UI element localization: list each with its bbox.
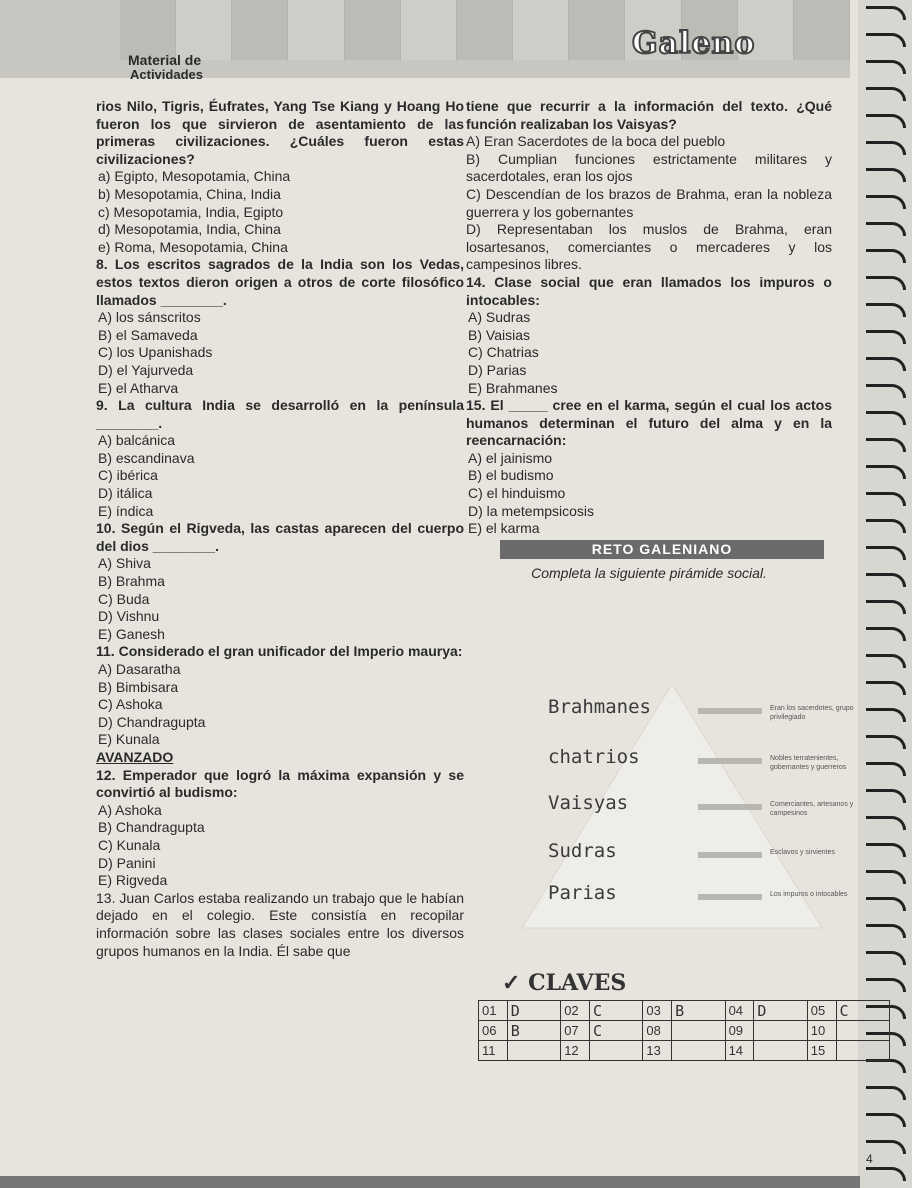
question-number-cell: 01 — [479, 1001, 508, 1021]
table-row — [479, 1001, 890, 1021]
level-description: Esclavos y sirvientes — [770, 849, 835, 856]
spiral-ring — [866, 708, 906, 722]
question-7-continuation: rios Nilo, Tigris, Éufrates, Yang Tse Kiang y Hoang Ho fueron los que sirvieron de asentamiento de las primeras civilizaciones. ¿Cuáles fueron estas civilizaciones? — [96, 98, 464, 167]
table-row — [479, 1041, 890, 1061]
option: A) Sudras — [468, 309, 531, 326]
spiral-ring — [866, 654, 906, 668]
option: e) Roma, Mesopotamia, China — [98, 238, 288, 255]
question-number-cell: 11 — [479, 1041, 508, 1061]
spiral-ring — [866, 438, 906, 452]
fill-line — [698, 894, 762, 900]
handwritten-answer: Sudras — [548, 840, 617, 862]
spiral-ring — [866, 195, 906, 209]
answer-cell — [672, 1041, 725, 1061]
answer-key-table — [478, 1000, 890, 1061]
spiral-ring — [866, 951, 906, 965]
spiral-ring — [866, 249, 906, 263]
fill-line — [698, 708, 762, 714]
answer-cell — [836, 1041, 889, 1061]
reto-galeniano-banner: RETO GALENIANO — [500, 540, 824, 560]
spiral-ring — [866, 627, 906, 641]
spiral-ring — [866, 87, 906, 101]
handwritten-answer: chatrios — [548, 746, 640, 768]
spiral-ring — [866, 789, 906, 803]
question-number-cell: 10 — [807, 1021, 836, 1041]
question-number-cell: 02 — [561, 1001, 590, 1021]
spiral-ring — [866, 546, 906, 560]
spiral-ring — [866, 492, 906, 506]
answer-cell — [589, 1041, 642, 1061]
handwritten-answer: Brahmanes — [548, 696, 651, 718]
option: C) el hinduismo — [468, 485, 566, 502]
answer-cell — [507, 1041, 560, 1061]
option: B) Bimbisara — [98, 678, 179, 695]
option: a) Egipto, Mesopotamia, China — [98, 168, 291, 185]
spiral-ring — [866, 384, 906, 398]
question-number-cell: 12 — [561, 1041, 590, 1061]
option: B) Vaisias — [468, 326, 530, 343]
question-number-cell: 08 — [643, 1021, 672, 1041]
pyramid-instruction: Completa la siguiente pirámide social. — [531, 565, 767, 582]
check-icon: ✓ — [502, 970, 521, 996]
handwritten-answer: Vaisyas — [548, 792, 629, 814]
question-12: 12. Emperador que logró la máxima expansión y se convirtió al budismo: — [96, 766, 464, 801]
option: C) los Upanishads — [98, 344, 213, 361]
option: A) Dasaratha — [98, 661, 181, 677]
question-11: 11. Considerado el gran unificador del Imperio maurya: — [96, 643, 463, 660]
material-label: Material de — [128, 52, 202, 68]
handwritten-answer: Parias — [548, 882, 617, 904]
spiral-ring — [866, 465, 906, 479]
spiral-ring — [866, 816, 906, 830]
option: A) los sánscritos — [98, 309, 201, 326]
option: C) Buda — [98, 590, 150, 607]
spiral-ring — [866, 735, 906, 749]
pyramid-level — [492, 840, 852, 880]
answer-cell: B — [672, 1001, 725, 1021]
spiral-ring — [866, 222, 906, 236]
option: B) Cumplian funciones estrictamente militares y sacerdotales, eran los ojos — [466, 150, 832, 185]
answer-cell: B — [507, 1021, 560, 1041]
spiral-ring — [866, 276, 906, 290]
answer-cell: C — [589, 1021, 642, 1041]
level-description: Eran los sacerdotes, grupo privilegiado — [770, 705, 854, 721]
spiral-ring — [866, 141, 906, 155]
spiral-ring — [866, 870, 906, 884]
option: D) Parias — [468, 361, 527, 378]
question-number-cell: 04 — [725, 1001, 754, 1021]
option: B) Chandragupta — [98, 819, 205, 836]
table-row — [479, 1021, 890, 1041]
spiral-ring — [866, 114, 906, 128]
option: C) ibérica — [98, 467, 158, 484]
option: A) Shiva — [98, 555, 151, 572]
option: E) índica — [98, 502, 154, 519]
option: D) la metempsicosis — [468, 502, 595, 519]
question-13-start: 13. Juan Carlos estaba realizando un trabajo que le habían dejado en el colegio. Este consistía en recopilar información sobre las clases sociales entre los diversos grupos humanos en la India. Él sabe que — [96, 889, 464, 959]
option: E) Brahmanes — [468, 379, 558, 396]
page-number: 4 — [866, 1152, 873, 1166]
spiral-ring — [866, 411, 906, 425]
section-label: Actividades — [130, 67, 203, 82]
spiral-ring — [866, 1059, 906, 1073]
answer-cell — [672, 1021, 725, 1041]
question-15: 15. El _____ cree en el karma, según el cual los actos humanos determinan el futuro del alma y en la reencarnación: — [466, 397, 832, 449]
option: A) Eran Sacerdotes de la boca del pueblo — [466, 133, 726, 150]
question-10: 10. Según el Rigveda, las castas aparecen del cuerpo del dios ________. — [96, 520, 464, 554]
question-number-cell: 09 — [725, 1021, 754, 1041]
fill-line — [698, 758, 762, 764]
spiral-ring — [866, 303, 906, 317]
left-column — [96, 98, 464, 960]
fill-line — [698, 852, 762, 858]
option: d) Mesopotamia, India, China — [98, 221, 281, 238]
spiral-ring — [866, 60, 906, 74]
question-number-cell: 07 — [561, 1021, 590, 1041]
option: A) el jainismo — [468, 449, 553, 466]
question-number-cell: 06 — [479, 1021, 508, 1041]
option: E) Rigveda — [98, 872, 168, 889]
answer-cell: C — [836, 1001, 889, 1021]
option: B) escandinava — [98, 449, 195, 466]
option: E) el Atharva — [98, 379, 179, 396]
brand-logo: Galeno — [632, 26, 756, 61]
question-number-cell: 13 — [643, 1041, 672, 1061]
spiral-ring — [866, 843, 906, 857]
answer-cell: C — [589, 1001, 642, 1021]
option: C) Descendían de los brazos de Brahma, eran la nobleza guerrera y los gobernantes — [466, 185, 832, 220]
level-description: Nobles terratenientes, gobernantes y guerreros — [770, 755, 847, 771]
answer-cell: D — [507, 1001, 560, 1021]
question-number-cell: 14 — [725, 1041, 754, 1061]
spiral-ring — [866, 600, 906, 614]
spiral-ring — [866, 924, 906, 938]
spiral-ring — [866, 357, 906, 371]
section-heading-avanzado: AVANZADO — [96, 748, 174, 765]
answer-key — [478, 970, 890, 1061]
answer-key-title: ✓ CLAVES — [502, 970, 627, 996]
option: D) Chandragupta — [98, 713, 206, 730]
spiral-ring — [866, 681, 906, 695]
option: B) Brahma — [98, 573, 165, 590]
question-number-cell: 15 — [807, 1041, 836, 1061]
option: D) itálica — [98, 485, 153, 502]
option: A) Ashoka — [98, 801, 162, 818]
spiral-ring — [866, 762, 906, 776]
option: D) el Yajurveda — [98, 361, 194, 378]
spiral-ring — [866, 519, 906, 533]
fill-line — [698, 804, 762, 810]
answer-cell — [836, 1021, 889, 1041]
spiral-ring — [866, 897, 906, 911]
spiral-ring — [866, 330, 906, 344]
spiral-ring — [866, 1086, 906, 1100]
question-13-continuation: tiene que recurrir a la información del texto. ¿Qué función realizaban los Vaisyas? — [466, 98, 832, 132]
option: B) el Samaveda — [98, 326, 198, 343]
option: C) Chatrias — [468, 344, 539, 361]
option: c) Mesopotamia, India, Egipto — [98, 203, 284, 220]
level-description: Los impuros o intocables — [770, 891, 848, 898]
pyramid-level — [492, 882, 852, 922]
option: D) Panini — [98, 854, 156, 871]
option: E) el karma — [468, 520, 540, 537]
spiral-ring — [866, 33, 906, 47]
right-column — [466, 98, 832, 583]
spiral-ring — [866, 6, 906, 20]
question-9: 9. La cultura India se desarrolló en la península ________. — [96, 397, 464, 431]
option: D) Representaban los muslos de Brahma, eran losartesanos, comerciantes o mercaderes y los campesinos libres. — [466, 221, 832, 273]
option: B) el budismo — [468, 467, 554, 484]
option: E) Kunala — [98, 731, 160, 748]
question-number-cell: 03 — [643, 1001, 672, 1021]
footer-band — [0, 1176, 860, 1188]
spiral-ring — [866, 1113, 906, 1127]
level-description: Comerciantes, artesanos y campesinos — [770, 801, 854, 817]
spiral-ring — [866, 573, 906, 587]
answer-cell: D — [754, 1001, 807, 1021]
social-pyramid — [492, 676, 852, 936]
option: b) Mesopotamia, China, India — [98, 185, 281, 202]
option: C) Ashoka — [98, 696, 163, 713]
option: A) balcánica — [98, 432, 176, 449]
option: C) Kunala — [98, 836, 161, 853]
option: D) Vishnu — [98, 608, 160, 625]
pyramid-level — [492, 792, 852, 832]
option: E) Ganesh — [98, 625, 165, 642]
pyramid-level — [492, 696, 852, 736]
question-8: 8. Los escritos sagrados de la India son los Vedas, estos textos dieron origen a otros de corte filosófico llamados ________. — [96, 256, 464, 308]
pyramid-level — [492, 746, 852, 786]
answer-cell — [754, 1041, 807, 1061]
question-14: 14. Clase social que eran llamados los impuros o intocables: — [466, 273, 832, 308]
spiral-ring — [866, 1167, 906, 1181]
spiral-ring — [866, 168, 906, 182]
question-number-cell: 05 — [807, 1001, 836, 1021]
answer-cell — [754, 1021, 807, 1041]
